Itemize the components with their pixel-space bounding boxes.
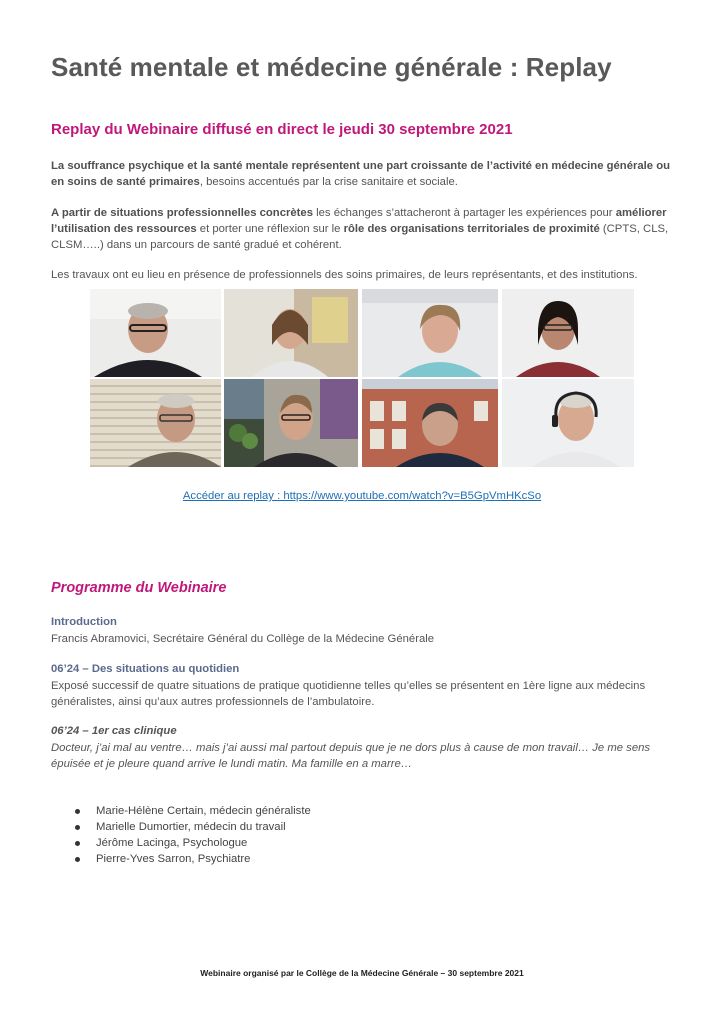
- participant-photo-8: [502, 379, 634, 467]
- speaker-name: Marielle Dumortier, médecin du travail: [96, 821, 286, 833]
- intro-paragraph-1: [51, 158, 681, 190]
- section-heading-case-1: 06’24 – 1er cas clinique: [51, 725, 177, 737]
- participant-photo-1: [90, 289, 221, 377]
- speaker-name: Pierre-Yves Sarron, Psychiatre: [96, 853, 251, 865]
- intro2-text-3: (CPTS, CLS, CLSM…..) dans un parcours de santé gradué et cohérent.: [51, 223, 669, 251]
- section-body-case-1: Docteur, j’ai mal au ventre… mais j’ai aussi mal partout depuis que je ne dors plus à cause de mon travail… Je me sens épuisée et je pleure quand arrive le lundi matin. Ma famille en a marre…: [51, 742, 651, 770]
- speakers-list: [72, 803, 311, 867]
- participant-photo-7: [362, 379, 498, 467]
- bullet-icon: [75, 857, 80, 862]
- replay-subtitle: Replay du Webinaire diffusé en direct le jeudi 30 septembre 2021: [51, 121, 513, 138]
- intro-paragraph-2: [51, 205, 681, 253]
- intro-text-1: , besoins accentués par la crise sanitaire et sociale.: [199, 176, 458, 188]
- intro-bold-1: La souffrance psychique et la santé mentale représentent une part croissante de l’activité en médecine générale ou en soins de santé primaires: [51, 160, 671, 188]
- participant-photo-4: [502, 289, 634, 377]
- participant-photo-6: [224, 379, 358, 467]
- list-item: [72, 851, 311, 867]
- section-heading-introduction: Introduction: [51, 616, 117, 628]
- intro2-bold-3: rôle des organisations territoriales de proximité: [343, 223, 600, 235]
- section-body-situations: Exposé successif de quatre situations de pratique quotidienne telles qu’elles se présentent en 1ère ligne aux médecins généralistes, ainsi qu’aux autres professionnels de l’ambulatoire.: [51, 680, 646, 708]
- participant-photo-3: [362, 289, 498, 377]
- bullet-icon: [75, 841, 80, 846]
- participant-photo-2: [224, 289, 358, 377]
- page-title: Santé mentale et médecine générale : Replay: [51, 52, 612, 82]
- list-item: [72, 819, 311, 835]
- replay-link[interactable]: Accéder au replay : https://www.youtube.com/watch?v=B5GpVmHKcSo: [182, 490, 542, 502]
- participant-photo-5: [90, 379, 221, 467]
- list-item: [72, 835, 311, 851]
- intro-paragraph-3: Les travaux ont eu lieu en présence de professionnels des soins primaires, de leurs représentants, et des institutions.: [51, 269, 638, 281]
- list-item: [72, 803, 311, 819]
- intro2-bold-2: améliorer l’utilisation des ressources: [51, 207, 667, 235]
- intro2-text-2: et porter une réflexion sur le: [196, 223, 344, 235]
- speaker-name: Jérôme Lacinga, Psychologue: [96, 837, 248, 849]
- section-heading-situations: 06’24 – Des situations au quotidien: [51, 663, 240, 675]
- webinar-participants-photo: [90, 289, 634, 467]
- speaker-name: Marie-Hélène Certain, médecin généraliste: [96, 805, 311, 817]
- intro2-bold-1: A partir de situations professionnelles concrètes: [51, 207, 313, 219]
- programme-title: Programme du Webinaire: [51, 580, 227, 596]
- page-footer: Webinaire organisé par le Collège de la Médecine Générale – 30 septembre 2021: [200, 968, 524, 978]
- section-body-introduction: Francis Abramovici, Secrétaire Général du Collège de la Médecine Générale: [51, 633, 435, 645]
- intro2-text-1: les échanges s’attacheront à partager les expériences pour: [313, 207, 616, 219]
- bullet-icon: [75, 825, 80, 830]
- bullet-icon: [75, 809, 80, 814]
